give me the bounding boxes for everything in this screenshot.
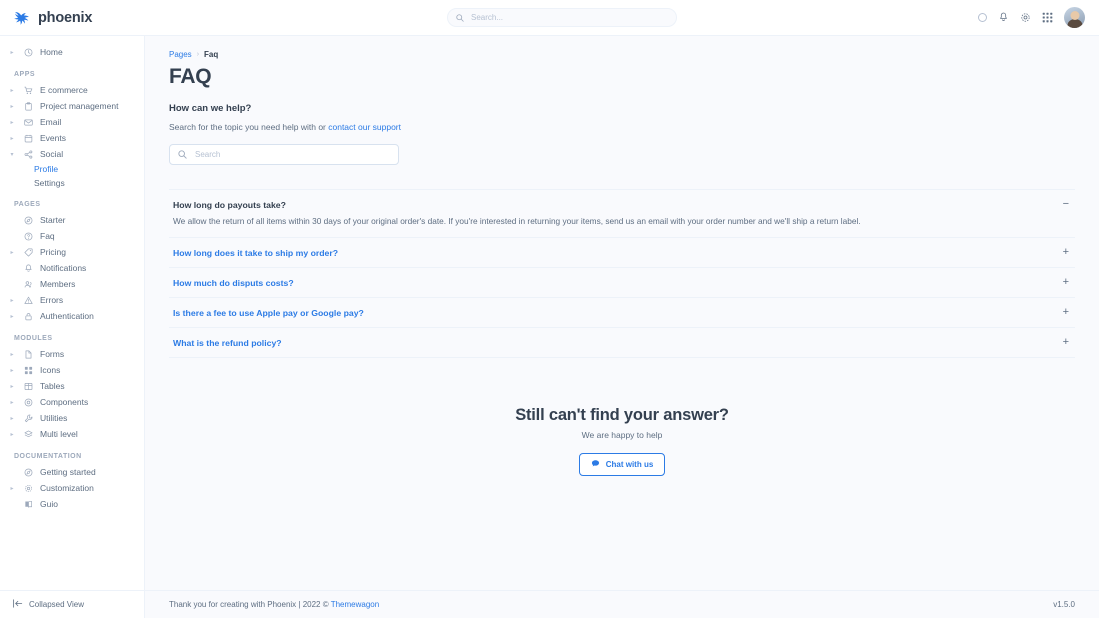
sidebar-item-icons[interactable] bbox=[0, 362, 144, 378]
theme-toggle-icon[interactable] bbox=[978, 13, 987, 22]
footer-credit-text: Thank you for creating with Phoenix | 2022 © bbox=[169, 600, 331, 609]
sidebar bbox=[0, 36, 145, 618]
sidebar-section-pages: PAGES bbox=[14, 201, 41, 208]
sidebar-item-label: Multi level bbox=[40, 429, 78, 439]
gear-icon[interactable] bbox=[1020, 12, 1031, 23]
chevron-right-icon: ▸ bbox=[10, 249, 14, 256]
search-icon bbox=[178, 146, 187, 164]
sidebar-item-e-commerce[interactable] bbox=[0, 82, 144, 98]
chevron-right-icon: ▸ bbox=[10, 87, 14, 94]
cart-icon bbox=[22, 86, 34, 95]
chevron-right-icon: ▸ bbox=[10, 297, 14, 304]
help-subtext-prefix: Search for the topic you need help with or bbox=[169, 122, 329, 132]
footer-version: v1.5.0 bbox=[1053, 600, 1075, 609]
sidebar-item-label: Customization bbox=[40, 483, 94, 493]
sidebar-item-tables[interactable] bbox=[0, 378, 144, 394]
brand-name: phoenix bbox=[38, 9, 93, 26]
help-subtext bbox=[169, 122, 1075, 132]
sidebar-item-label: Notifications bbox=[40, 263, 87, 273]
sidebar-item-label: Utilities bbox=[40, 413, 68, 423]
chevron-right-icon: › bbox=[196, 51, 200, 58]
sidebar-item-label: Members bbox=[40, 279, 76, 289]
main-content bbox=[145, 36, 1099, 618]
sidebar-item-forms[interactable] bbox=[0, 346, 144, 362]
still-need-help-subtitle: We are happy to help bbox=[581, 429, 663, 440]
sidebar-scroll bbox=[0, 36, 144, 590]
faq-item bbox=[169, 190, 1075, 238]
sidebar-item-label: Getting started bbox=[40, 467, 96, 477]
sidebar-section-documentation: DOCUMENTATION bbox=[14, 453, 82, 460]
breadcrumb-pages[interactable]: Pages bbox=[169, 50, 192, 59]
faq-question[interactable]: How long do payouts take? bbox=[173, 200, 286, 210]
avatar[interactable] bbox=[1064, 7, 1085, 28]
chevron-right-icon: ▸ bbox=[10, 103, 14, 110]
sidebar-item-label: Authentication bbox=[40, 311, 94, 321]
footer-credit bbox=[169, 600, 379, 609]
sidebar-subitem-settings[interactable]: Settings bbox=[34, 178, 65, 188]
chat-with-us-button[interactable] bbox=[579, 453, 666, 476]
lock-icon bbox=[22, 312, 34, 321]
brand[interactable] bbox=[14, 10, 146, 26]
faq-answer: We allow the return of all items within 30 days of your original order's date. If you're interested in returning your items, send us an email with your order number and we'll ship a return label. bbox=[173, 216, 861, 226]
faq-item bbox=[169, 298, 1075, 328]
sidebar-item-starter[interactable] bbox=[0, 212, 144, 228]
sidebar-item-label: Errors bbox=[40, 295, 64, 305]
bell-icon bbox=[22, 264, 34, 273]
sidebar-item-label: Starter bbox=[40, 215, 66, 225]
sidebar-item-project-management[interactable] bbox=[0, 98, 144, 114]
sidebar-item-label: Social bbox=[40, 149, 64, 159]
faq-question[interactable]: How much do disputs costs? bbox=[173, 277, 294, 288]
book-icon bbox=[22, 500, 34, 509]
chevron-down-icon: ▾ bbox=[10, 151, 14, 158]
sidebar-item-label: Email bbox=[40, 117, 62, 127]
still-need-help-title: Still can't find your answer? bbox=[515, 405, 729, 424]
envelope-icon bbox=[22, 118, 34, 127]
top-right-actions bbox=[978, 7, 1085, 28]
chevron-right-icon: ▸ bbox=[10, 367, 14, 374]
users-icon bbox=[22, 280, 34, 289]
sidebar-item-errors[interactable] bbox=[0, 292, 144, 308]
nine-dots-grid-icon[interactable] bbox=[1042, 12, 1053, 23]
sidebar-section-modules: MODULES bbox=[14, 335, 53, 342]
gear-icon bbox=[22, 484, 34, 493]
sidebar-subitem-profile[interactable]: Profile bbox=[34, 164, 59, 174]
sidebar-item-label: Faq bbox=[40, 231, 55, 241]
sidebar-item-getting-started[interactable] bbox=[0, 464, 144, 480]
grid-icon bbox=[22, 366, 34, 375]
calendar-icon bbox=[22, 134, 34, 143]
collapse-icon bbox=[13, 599, 23, 610]
faq-expand-toggle[interactable]: + bbox=[1062, 275, 1069, 288]
faq-item bbox=[169, 328, 1075, 358]
share-icon bbox=[22, 150, 34, 159]
faq-expand-toggle[interactable]: + bbox=[1062, 305, 1069, 318]
chevron-right-icon: ▸ bbox=[10, 415, 14, 422]
faq-item bbox=[169, 238, 1075, 268]
chevron-right-icon: ▸ bbox=[10, 313, 14, 320]
sidebar-item-label: Project management bbox=[40, 101, 119, 111]
themewagon-link[interactable]: Themewagon bbox=[330, 600, 380, 609]
chevron-right-icon: ▸ bbox=[10, 399, 14, 406]
chat-bubble-icon bbox=[591, 459, 600, 470]
puzzle-icon bbox=[22, 398, 34, 407]
sidebar-item-multi-level[interactable] bbox=[0, 426, 144, 442]
file-icon bbox=[22, 350, 34, 359]
sidebar-item-label: Icons bbox=[40, 365, 61, 375]
tag-icon bbox=[22, 248, 34, 257]
faq-accordion bbox=[169, 189, 1075, 358]
faq-expand-toggle[interactable]: + bbox=[1062, 335, 1069, 348]
clipboard-icon bbox=[22, 102, 34, 111]
help-heading: How can we help? bbox=[169, 103, 252, 114]
bell-icon[interactable] bbox=[998, 12, 1009, 23]
faq-search-box[interactable] bbox=[169, 144, 399, 165]
collapsed-view-label: Collapsed View bbox=[29, 600, 84, 609]
chevron-right-icon: ▸ bbox=[10, 119, 14, 126]
chat-with-us-label: Chat with us bbox=[605, 459, 654, 469]
table-icon bbox=[22, 382, 34, 391]
question-circle-icon bbox=[22, 232, 34, 241]
sidebar-item-customization[interactable] bbox=[0, 480, 144, 496]
sidebar-item-label: Tables bbox=[40, 381, 65, 391]
faq-question[interactable]: What is the refund policy? bbox=[173, 337, 282, 348]
sidebar-item-members[interactable] bbox=[0, 276, 144, 292]
chevron-right-icon: ▸ bbox=[10, 383, 14, 390]
still-need-help-section bbox=[169, 406, 1075, 476]
sidebar-item-components[interactable] bbox=[0, 394, 144, 410]
faq-collapse-toggle[interactable]: − bbox=[1062, 198, 1069, 210]
sidebar-item-notifications[interactable] bbox=[0, 260, 144, 276]
wrench-icon bbox=[22, 414, 34, 423]
sidebar-item-events[interactable] bbox=[0, 130, 144, 146]
compass-icon bbox=[22, 468, 34, 477]
breadcrumb-current: Faq bbox=[204, 50, 219, 59]
top-navbar bbox=[0, 0, 1099, 36]
global-search-box[interactable] bbox=[447, 8, 677, 27]
chevron-right-icon: ▸ bbox=[10, 431, 14, 438]
clock-icon bbox=[22, 48, 34, 57]
faq-question[interactable]: How long does it take to ship my order? bbox=[173, 247, 339, 258]
sidebar-item-pricing[interactable] bbox=[0, 244, 144, 260]
page-title: FAQ bbox=[169, 65, 212, 88]
top-search-wrapper bbox=[146, 8, 978, 27]
sidebar-item-label: Guio bbox=[40, 499, 58, 509]
layers-icon bbox=[22, 430, 34, 439]
sidebar-item-guio[interactable] bbox=[0, 496, 144, 512]
faq-search-input[interactable] bbox=[193, 149, 390, 160]
sidebar-item-social[interactable] bbox=[0, 146, 144, 162]
chevron-right-icon: ▸ bbox=[10, 49, 14, 56]
faq-question[interactable]: Is there a fee to use Apple pay or Google pay? bbox=[173, 307, 364, 318]
chevron-right-icon: ▸ bbox=[10, 485, 14, 492]
phoenix-bird-icon bbox=[14, 10, 31, 25]
sidebar-item-email[interactable] bbox=[0, 114, 144, 130]
body-row bbox=[0, 36, 1099, 618]
sidebar-item-authentication[interactable] bbox=[0, 308, 144, 324]
rocket-icon bbox=[22, 216, 34, 225]
global-search-input[interactable] bbox=[469, 12, 668, 23]
breadcrumb bbox=[169, 50, 1075, 59]
sidebar-item-label: Home bbox=[40, 47, 63, 57]
sidebar-item-label: Pricing bbox=[40, 247, 66, 257]
page-footer bbox=[145, 590, 1099, 618]
sidebar-item-label: Events bbox=[40, 133, 66, 143]
chevron-right-icon: ▸ bbox=[10, 351, 14, 358]
sidebar-item-label: Forms bbox=[40, 349, 65, 359]
faq-item bbox=[169, 268, 1075, 298]
chevron-right-icon: ▸ bbox=[10, 135, 14, 142]
sidebar-item-label: E commerce bbox=[40, 85, 88, 95]
sidebar-item-faq[interactable] bbox=[0, 228, 144, 244]
sidebar-item-home[interactable] bbox=[0, 44, 144, 60]
search-icon bbox=[456, 9, 464, 27]
faq-expand-toggle[interactable]: + bbox=[1062, 245, 1069, 258]
main-scroll bbox=[145, 36, 1099, 590]
contact-support-link[interactable]: contact our support bbox=[328, 122, 401, 132]
warning-triangle-icon bbox=[22, 296, 34, 305]
collapsed-view-toggle[interactable] bbox=[0, 590, 144, 618]
sidebar-section-apps: APPS bbox=[14, 71, 36, 78]
sidebar-item-label: Components bbox=[40, 397, 89, 407]
sidebar-item-utilities[interactable] bbox=[0, 410, 144, 426]
